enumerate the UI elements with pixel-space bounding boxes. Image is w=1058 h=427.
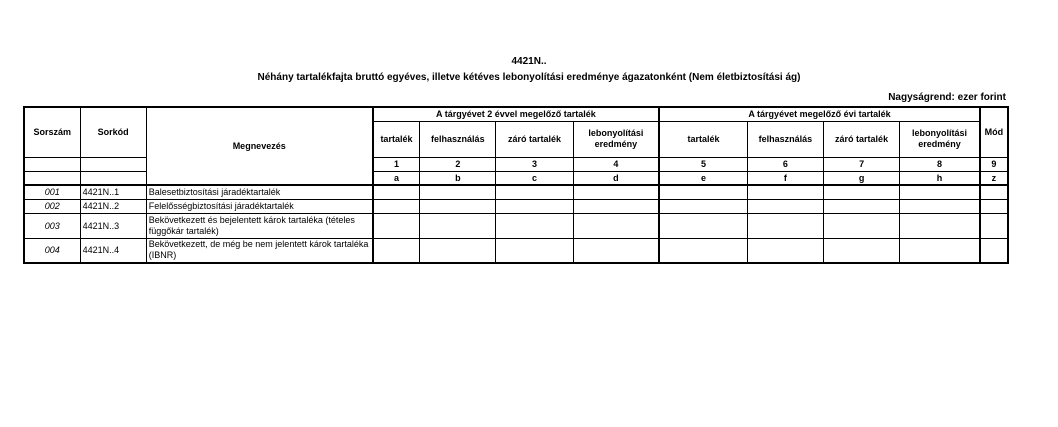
row-label: Balesetbiztosítási járadéktartalék xyxy=(146,185,372,199)
data-cell[interactable] xyxy=(420,185,496,199)
data-cell[interactable] xyxy=(659,238,747,263)
subheader-zaro-tartalek: záró tartalék xyxy=(496,121,573,157)
data-cell[interactable] xyxy=(824,238,900,263)
subheader-lebonyolitasi-eredmeny: lebonyolítási eredmény xyxy=(573,121,659,157)
data-cell[interactable] xyxy=(980,213,1008,238)
header-group-prev-year: A tárgyévet megelőző évi tartalék xyxy=(659,107,980,121)
column-letter: c xyxy=(496,171,573,185)
column-letter: z xyxy=(980,171,1008,185)
data-cell[interactable] xyxy=(747,213,823,238)
data-cell[interactable] xyxy=(420,238,496,263)
data-cell[interactable] xyxy=(573,238,659,263)
row-label: Bekövetkezett és bejelentett károk tartaléka (tételes függőkár tartalék) xyxy=(146,213,372,238)
subheader-zaro-tartalek: záró tartalék xyxy=(824,121,900,157)
data-cell[interactable] xyxy=(373,185,420,199)
data-cell[interactable] xyxy=(824,199,900,213)
data-cell[interactable] xyxy=(747,185,823,199)
data-cell[interactable] xyxy=(573,199,659,213)
data-cell[interactable] xyxy=(496,213,573,238)
column-letter: a xyxy=(373,171,420,185)
form-title: Néhány tartalékfajta bruttó egyéves, illetve kétéves lebonyolítási eredménye ágazatonként (Nem életbiztosítási ág) xyxy=(257,72,801,83)
header-group-2-years: A tárgyévet 2 évvel megelőző tartalék xyxy=(373,107,660,121)
data-cell[interactable] xyxy=(420,213,496,238)
form-code: 4421N.. xyxy=(511,56,547,67)
unit-label: Nagyságrend: ezer forint xyxy=(888,92,1006,103)
column-number: 7 xyxy=(824,157,900,171)
column-letter: g xyxy=(824,171,900,185)
data-cell[interactable] xyxy=(747,238,823,263)
empty-cell xyxy=(24,157,80,171)
header-sorkod: Sorkód xyxy=(80,107,146,157)
column-letter: d xyxy=(573,171,659,185)
row-sorkod: 4421N..1 xyxy=(80,185,146,199)
data-cell[interactable] xyxy=(900,185,980,199)
subheader-tartalek: tartalék xyxy=(659,121,747,157)
data-cell[interactable] xyxy=(980,199,1008,213)
data-cell[interactable] xyxy=(747,199,823,213)
row-sorkod: 4421N..4 xyxy=(80,238,146,263)
subheader-tartalek: tartalék xyxy=(373,121,420,157)
row-sorkod: 4421N..2 xyxy=(80,199,146,213)
report-table xyxy=(23,106,1009,264)
subheader-lebonyolitasi-eredmeny: lebonyolítási eredmény xyxy=(900,121,980,157)
column-number: 3 xyxy=(496,157,573,171)
header-mod: Mód xyxy=(980,107,1008,157)
column-number: 1 xyxy=(373,157,420,171)
header-megnevezes: Megnevezés xyxy=(146,107,372,185)
data-cell[interactable] xyxy=(496,185,573,199)
column-number: 4 xyxy=(573,157,659,171)
data-cell[interactable] xyxy=(659,213,747,238)
data-cell[interactable] xyxy=(659,199,747,213)
header-sorszam: Sorszám xyxy=(24,107,80,157)
column-number: 2 xyxy=(420,157,496,171)
data-cell[interactable] xyxy=(496,199,573,213)
row-label: Bekövetkezett, de még be nem jelentett károk tartaléka (IBNR) xyxy=(146,238,372,263)
table-row xyxy=(24,199,1008,213)
data-cell[interactable] xyxy=(659,185,747,199)
subheader-felhasznalas: felhasználás xyxy=(747,121,823,157)
row-sorszam: 002 xyxy=(24,199,80,213)
data-cell[interactable] xyxy=(900,199,980,213)
data-cell[interactable] xyxy=(824,185,900,199)
row-sorszam: 001 xyxy=(24,185,80,199)
column-letter: f xyxy=(747,171,823,185)
column-number: 6 xyxy=(747,157,823,171)
column-number: 5 xyxy=(659,157,747,171)
row-sorszam: 003 xyxy=(24,213,80,238)
data-cell[interactable] xyxy=(900,213,980,238)
column-letter: e xyxy=(659,171,747,185)
data-cell[interactable] xyxy=(573,185,659,199)
data-cell[interactable] xyxy=(980,238,1008,263)
data-cell[interactable] xyxy=(373,213,420,238)
empty-cell xyxy=(80,171,146,185)
data-cell[interactable] xyxy=(824,213,900,238)
row-sorszam: 004 xyxy=(24,238,80,263)
column-letter: b xyxy=(420,171,496,185)
data-cell[interactable] xyxy=(900,238,980,263)
column-number: 8 xyxy=(900,157,980,171)
data-cell[interactable] xyxy=(496,238,573,263)
row-sorkod: 4421N..3 xyxy=(80,213,146,238)
data-cell[interactable] xyxy=(373,238,420,263)
column-letter: h xyxy=(900,171,980,185)
data-cell[interactable] xyxy=(573,213,659,238)
data-cell[interactable] xyxy=(373,199,420,213)
empty-cell xyxy=(80,157,146,171)
row-label: Felelősségbiztosítási járadéktartalék xyxy=(146,199,372,213)
column-number: 9 xyxy=(980,157,1008,171)
empty-cell xyxy=(24,171,80,185)
table-row xyxy=(24,185,1008,199)
table-row xyxy=(24,213,1008,238)
data-cell[interactable] xyxy=(420,199,496,213)
subheader-felhasznalas: felhasználás xyxy=(420,121,496,157)
table-row xyxy=(24,238,1008,263)
data-cell[interactable] xyxy=(980,185,1008,199)
